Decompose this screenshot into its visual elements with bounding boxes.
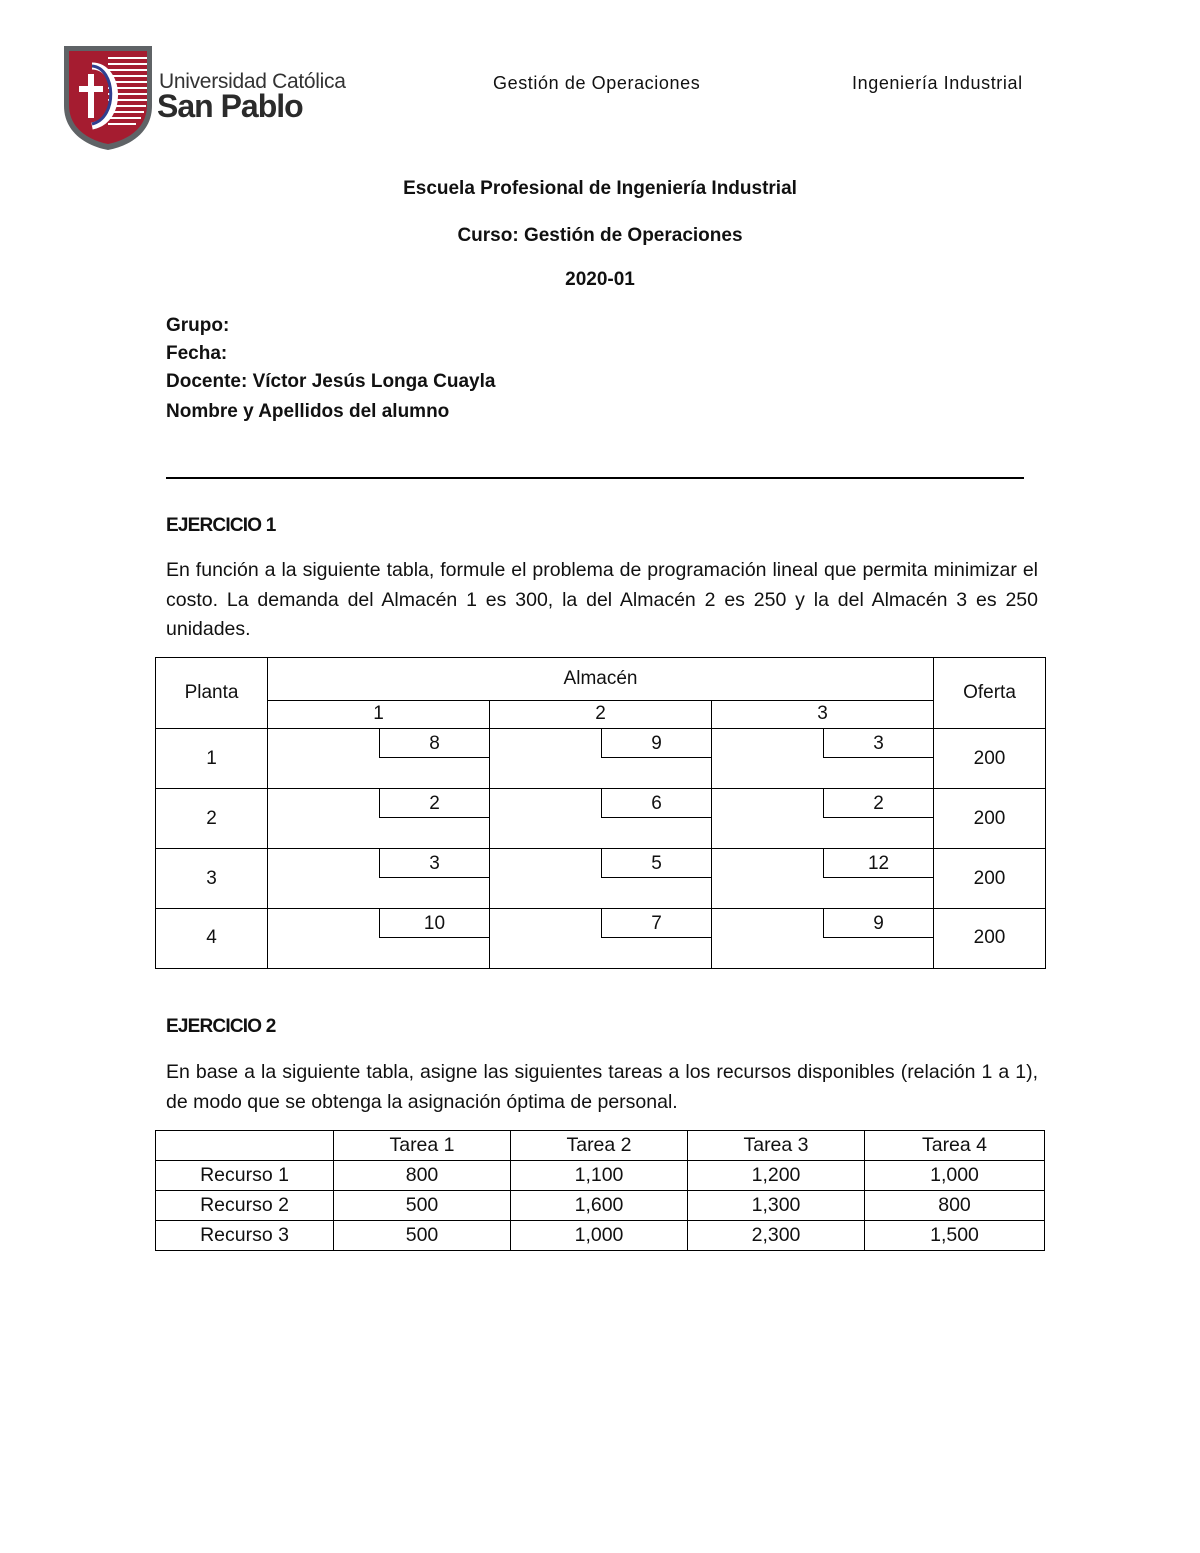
header-career: Ingeniería Industrial [852, 73, 1023, 93]
resource-label: Recurso 2 [156, 1191, 334, 1221]
allocation-cell [712, 789, 934, 849]
corner-cell [156, 1131, 334, 1161]
cost-cell: 800 [865, 1191, 1045, 1221]
period-title: 2020-01 [565, 269, 635, 290]
assignment-cost-table [155, 1130, 1045, 1251]
cost-cell: 2,300 [688, 1221, 865, 1251]
allocation-cell [490, 729, 712, 789]
header-course: Gestión de Operaciones [493, 73, 701, 93]
cost-cell: 1,500 [865, 1221, 1045, 1251]
allocation-cell [268, 908, 490, 968]
unit-cost: 6 [601, 789, 711, 818]
unit-cost: 9 [823, 909, 933, 938]
unit-cost: 10 [379, 909, 489, 938]
plant-label: 2 [156, 789, 268, 849]
date-field: Fecha: [166, 343, 228, 364]
warehouse-label: 2 [490, 700, 712, 728]
school-title: Escuela Profesional de Ingeniería Industrial [403, 178, 797, 199]
plant-label: 3 [156, 849, 268, 909]
supply-value: 200 [934, 729, 1046, 789]
resource-label: Recurso 3 [156, 1221, 334, 1251]
resource-label: Recurso 1 [156, 1161, 334, 1191]
table-row [156, 1191, 1045, 1221]
unit-cost: 2 [379, 789, 489, 818]
exercise-1-title: EJERCICIO 1 [166, 515, 276, 536]
cost-cell: 1,000 [511, 1221, 688, 1251]
table-row [156, 789, 1046, 849]
allocation-cell [712, 908, 934, 968]
unit-cost: 7 [601, 909, 711, 938]
table-row [156, 908, 1046, 968]
plant-header: Planta [156, 658, 268, 729]
course-title: Curso: Gestión de Operaciones [457, 225, 743, 246]
unit-cost: 3 [823, 729, 933, 758]
supply-header: Oferta [934, 658, 1046, 729]
cost-cell: 1,000 [865, 1161, 1045, 1191]
supply-value: 200 [934, 789, 1046, 849]
table-row [156, 849, 1046, 909]
unit-cost: 8 [379, 729, 489, 758]
task-header: Tarea 1 [334, 1131, 511, 1161]
plant-label: 4 [156, 908, 268, 968]
warehouse-label: 1 [268, 700, 490, 728]
plant-label: 1 [156, 729, 268, 789]
university-shield-icon [62, 44, 154, 152]
table-row [156, 1161, 1045, 1191]
unit-cost: 12 [823, 849, 933, 878]
task-header: Tarea 2 [511, 1131, 688, 1161]
logo-line-2: San Pablo [157, 88, 303, 124]
allocation-cell [490, 849, 712, 909]
table-row [156, 729, 1046, 789]
cost-cell: 1,300 [688, 1191, 865, 1221]
table-header-row [156, 1131, 1045, 1161]
unit-cost: 5 [601, 849, 711, 878]
allocation-cell [490, 908, 712, 968]
allocation-cell [268, 789, 490, 849]
cost-cell: 500 [334, 1191, 511, 1221]
student-name-field: Nombre y Apellidos del alumno [166, 401, 450, 422]
allocation-cell [268, 849, 490, 909]
unit-cost: 2 [823, 789, 933, 818]
warehouse-header: Almacén [268, 658, 934, 701]
unit-cost: 9 [601, 729, 711, 758]
allocation-cell [712, 729, 934, 789]
cost-cell: 1,600 [511, 1191, 688, 1221]
warehouse-label: 3 [712, 700, 934, 728]
task-header: Tarea 4 [865, 1131, 1045, 1161]
allocation-cell [268, 729, 490, 789]
exercise-2-statement: En base a la siguiente tabla, asigne las siguientes tareas a los recursos disponibles (relación 1 a 1), de modo que se obtenga la asignación óptima de personal. [166, 1061, 1038, 1113]
divider-line [166, 477, 1024, 479]
allocation-cell [712, 849, 934, 909]
allocation-cell [490, 789, 712, 849]
logo-line-1: Universidad Católica [159, 70, 346, 93]
exercise-1-statement: En función a la siguiente tabla, formule el problema de programación lineal que permita minimizar el costo. La demanda del Almacén 1 es 300, la del Almacén 2 es 250 y la del Almacén 3 es 250 unidades. [166, 559, 1038, 640]
cost-cell: 800 [334, 1161, 511, 1191]
table-row [156, 1221, 1045, 1251]
cost-cell: 1,100 [511, 1161, 688, 1191]
supply-value: 200 [934, 849, 1046, 909]
teacher-field: Docente: Víctor Jesús Longa Cuayla [166, 371, 496, 392]
cost-cell: 1,200 [688, 1161, 865, 1191]
task-header: Tarea 3 [688, 1131, 865, 1161]
transport-cost-table [155, 657, 1046, 969]
unit-cost: 3 [379, 849, 489, 878]
group-field: Grupo: [166, 315, 230, 336]
cost-cell: 500 [334, 1221, 511, 1251]
exercise-2-title: EJERCICIO 2 [166, 1016, 276, 1037]
supply-value: 200 [934, 908, 1046, 968]
